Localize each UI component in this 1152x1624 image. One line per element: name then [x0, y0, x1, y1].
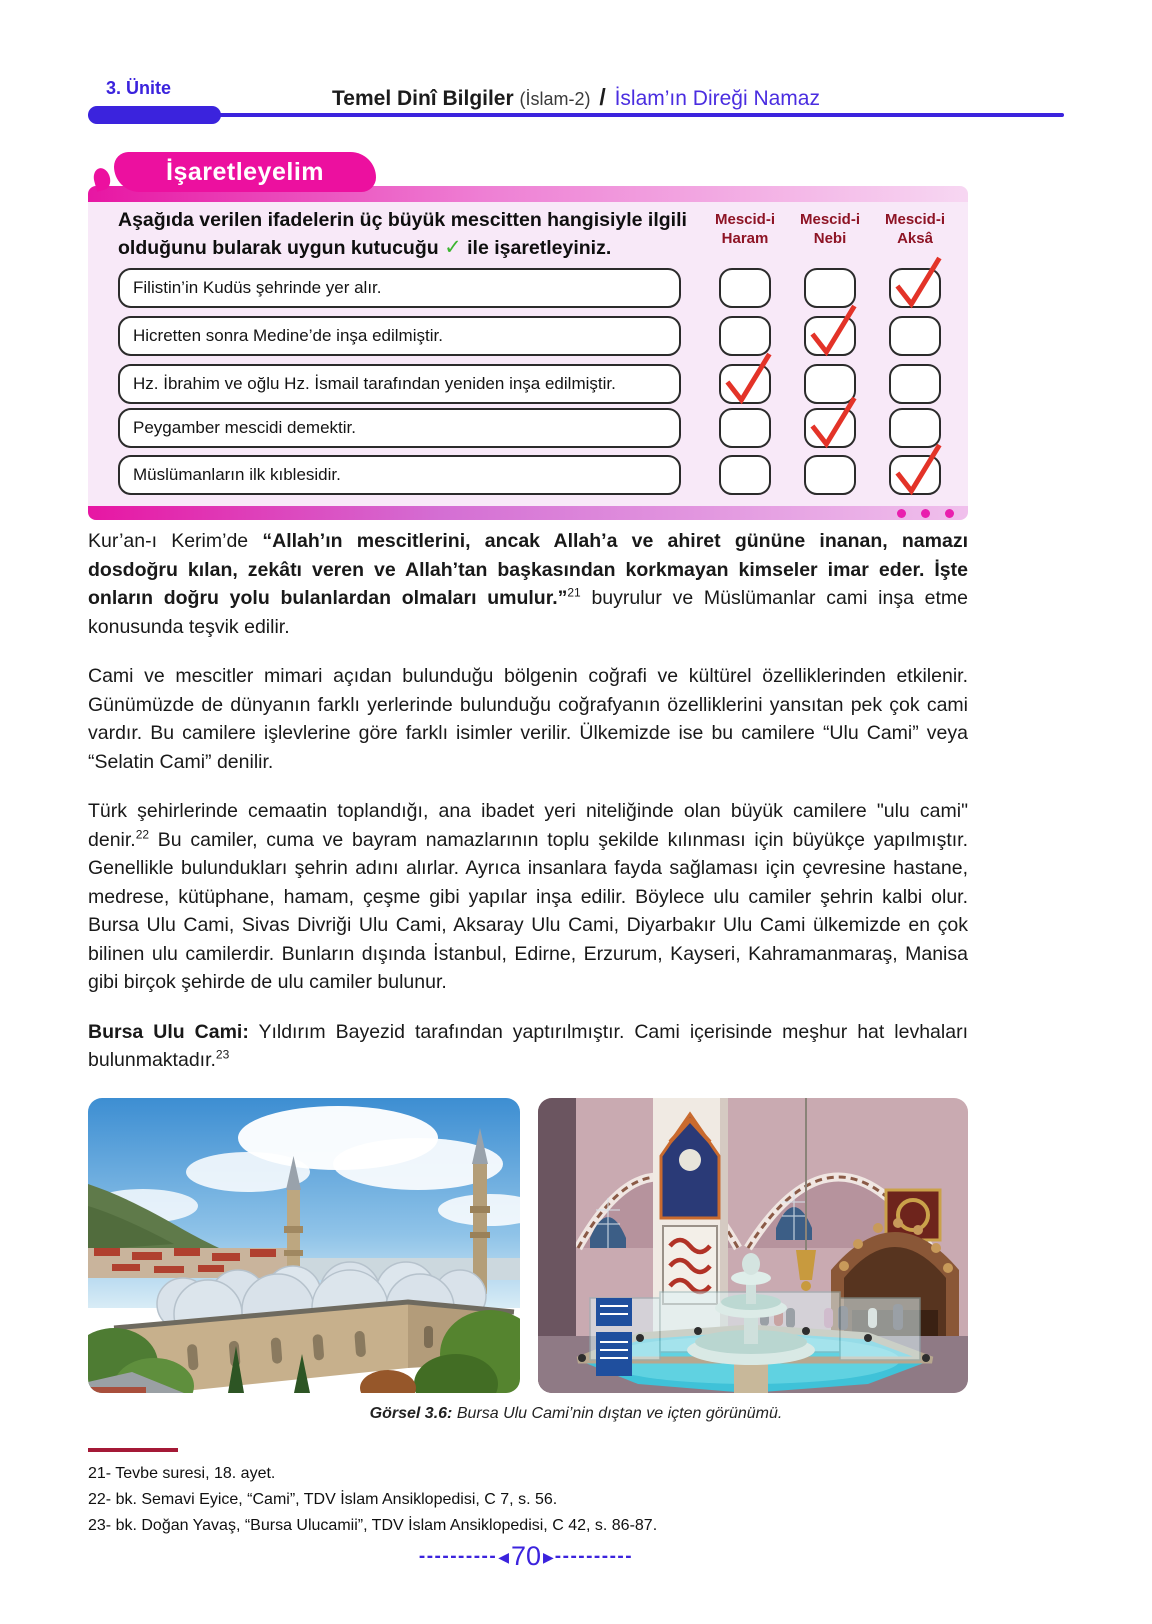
paragraph-quran: Kur’an-ı Kerim’de “Allah’ın mescitlerini, ancak Allah’a ve ahiret gününe inanan, namazı dosdoğru kılan, zekâtı veren ve Allah’tan başkasından korkmayan kimseler imar eder. İşte onların doğru yolu bulanlardan olmaları umulur.”$^{21}$ buyrulur ve Müslümanlar cami inşa etme konusunda teşvik edilir.	[88, 530, 969, 638]
paragraph-ulu-cami: Türk şehirlerinde cemaatin toplandığı, ana ibadet yeri niteliğinde olan büyük camilere "ulu cami" denir.$^{22}$ Bu camiler, cuma ve bayram namazlarının toplu şekilde kılınması için büyükçe yapılmıştır. Genellikle bulundukları şehrin adını alırlar. Ayrıca insanlara fayda sağlaması için çevresine hastane, medrese, kütüphane, hamam, çeşme gibi yapılar inşa edilir. Böylece ulu camiler şehrin kalbi olur. Bursa Ulu Cami, Sivas Divriği Ulu Cami, Aksaray Ulu Cami, Diyarbakır Ulu Cami ülkemizde en çok bilinen ulu camilerdir. Bunların dışında İstanbul, Edirne, Erzurum, Kayseri, Kahramanmaraş, Manisa gibi birçok şehirde de ulu camiler bulunur.	[88, 800, 968, 993]
book-title: Temel Dinî Bilgiler	[332, 87, 514, 110]
column-header-mescid-aksa: Mescid-i Aksâ	[884, 211, 945, 247]
page-number: 70	[510, 1541, 542, 1571]
footnote-23: 23- bk. Doğan Yavaş, “Bursa Ulucamii”, TDV İslam Ansiklopedisi, C 42, s. 86-87.	[88, 1516, 658, 1534]
footer-dashes-right: ----------	[554, 1546, 634, 1567]
bursa-ulu-cami-exterior-photo	[88, 1098, 520, 1393]
red-check-icon	[887, 254, 947, 310]
red-check-icon	[887, 441, 947, 497]
unit-pill-decoration	[88, 106, 221, 124]
activity-box	[88, 152, 968, 520]
section-title: İslam’ın Direği Namaz	[614, 87, 820, 110]
activity-bottom-bar	[88, 506, 968, 520]
title-separator: /	[599, 84, 606, 110]
footnote-ref-22: 22	[135, 827, 150, 841]
checkbox-aksa[interactable]	[871, 364, 959, 404]
red-check-icon	[802, 302, 862, 358]
book-subtitle: (İslam-2)	[519, 89, 591, 109]
unit-label: 3. Ünite	[106, 78, 172, 98]
column-header-mescid-haram: Mescid-i Haram	[714, 211, 775, 247]
paragraph-cami-mescit: Cami ve mescitler mimari açıdan bulunduğu bölgenin coğrafi ve kültürel özelliklerinden etkilenir. Günümüzde de dünyanın farklı yerlerinde bulunduğu coğrafyanın özelliklerini yansıtan pek çok cami vardır. Bu camilere işlevlerine göre farklı isimler verilir. Ülkemizde ise bu camilere “Ulu Cami” veya “Selatin Cami” denilir.	[88, 665, 968, 773]
checkbox-haram[interactable]	[701, 364, 789, 404]
checkbox-haram[interactable]	[701, 455, 789, 495]
statement-text: Hicretten sonra Medine’de inşa edilmiştir.	[118, 316, 681, 356]
quran-quote: “Allah’ın mescitlerini, ancak Allah’a ve ahiret gününe inanan, namazı dosdoğru kılan, zekâtı veren ve Allah’tan başkasından korkmayan kimseler imar eder. İşte onların doğru yolu bulanlardan olmaları umulur.”	[88, 530, 969, 609]
figure-row	[88, 1098, 968, 1393]
header-rule	[88, 113, 1064, 117]
table-row	[88, 408, 968, 448]
footnote-ref-21: 21	[567, 585, 581, 600]
statement-text: Filistin’in Kudüs şehrinde yer alır.	[118, 268, 681, 308]
checkbox-haram[interactable]	[701, 408, 789, 448]
checkbox-aksa[interactable]	[871, 455, 959, 495]
activity-body	[88, 202, 968, 506]
footer-dashes-left: ----------	[418, 1546, 498, 1567]
column-header-mescid-nebi: Mescid-i Nebi	[799, 211, 860, 247]
paragraph-bursa: Bursa Ulu Cami: Yıldırım Bayezid tarafından yaptırılmıştır. Cami içerisinde meşhur hat levhaları bulunmaktadır.$^{23}$	[88, 1020, 968, 1071]
table-row	[88, 316, 968, 356]
body-text	[88, 527, 968, 1096]
checkbox-aksa[interactable]	[871, 316, 959, 356]
caption-label: Görsel 3.6:	[369, 1405, 453, 1422]
footnote-rule	[88, 1448, 178, 1452]
footnote-22: 22- bk. Semavi Eyice, “Cami”, TDV İslam Ansiklopedisi, C 7, s. 56.	[88, 1490, 558, 1508]
page-arrow-left-icon: ◀	[498, 1549, 509, 1565]
figure-caption	[0, 1405, 1152, 1423]
page-footer	[0, 1541, 1052, 1572]
footnotes	[88, 1448, 968, 1539]
activity-instruction: Aşağıda verilen ifadelerin üç büyük mescitten hangisiyle ilgili olduğunu bularak uygun kutucuğu ✓ ile işaretleyiniz.	[118, 209, 687, 259]
checkbox-nebi[interactable]	[786, 455, 874, 495]
bursa-ulu-cami-interior-photo	[538, 1098, 968, 1393]
bursa-lead: Bursa Ulu Cami:	[88, 1020, 249, 1043]
page-arrow-right-icon: ▶	[543, 1549, 554, 1565]
footnote-21: 21- Tevbe suresi, 18. ayet.	[88, 1464, 276, 1482]
activity-tab-label: İşaretleyelim	[114, 152, 376, 192]
checkbox-haram[interactable]	[701, 268, 789, 308]
dots-decoration	[897, 509, 954, 518]
checkbox-aksa[interactable]	[871, 268, 959, 308]
caption-text: Bursa Ulu Cami’nin dıştan ve içten görünümü.	[452, 1405, 783, 1422]
green-check-icon: ✓	[444, 235, 462, 259]
table-row	[88, 455, 968, 495]
statement-text: Müslümanların ilk kıblesidir.	[118, 455, 681, 495]
checkbox-nebi[interactable]	[786, 408, 874, 448]
statement-text: Hz. İbrahim ve oğlu Hz. İsmail tarafından yeniden inşa edilmiştir.	[118, 364, 681, 404]
checkbox-nebi[interactable]	[786, 316, 874, 356]
statement-text: Peygamber mescidi demektir.	[118, 408, 681, 448]
red-check-icon	[802, 394, 862, 450]
red-check-icon	[717, 350, 777, 406]
footnote-ref-23: 23	[215, 1047, 230, 1062]
